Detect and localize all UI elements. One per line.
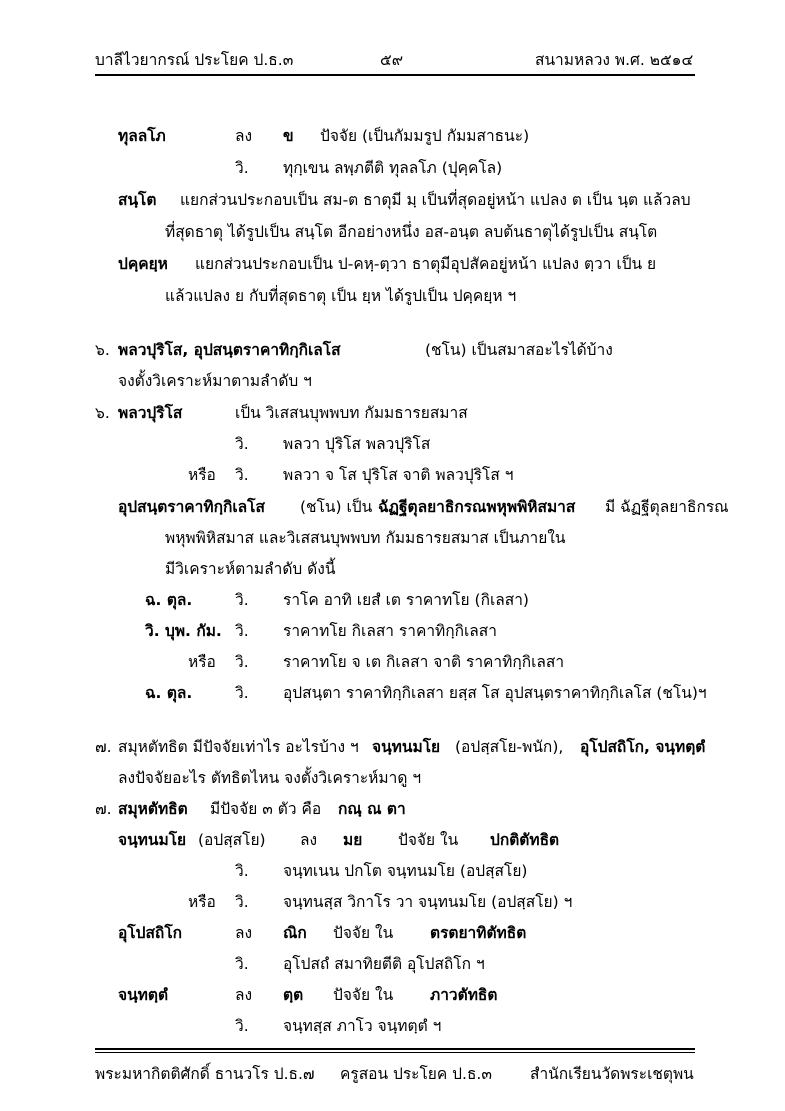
text: ทุกฺเขน ลพฺภตีติ ทุลลโภ (ปุคฺคโล) [283,159,503,177]
text: แยกส่วนประกอบเป็น ป-คหฺ-ตฺวา ธาตุมีอุปสัคอยู่หน้า แปลง ตฺวา เป็น ย [195,255,657,273]
header-rule [95,74,695,76]
text: ปัจจัย (เป็นกัมมรูป กัมมสาธนะ) [320,127,530,145]
text: ที่สุดธาตุ ได้รูปเป็น สนฺโต อีกอย่างหนึ่ง อส-อนฺต ลบต้นธาตุได้รูปเป็น สนฺโต [165,223,658,241]
text: มีวิเคราะห์ตามลำดับ ดังนี้ [165,560,336,578]
or-label: หรือ [188,893,216,911]
text: อุโปสถํ สมาทิยตีติ อุโปสถิโก ฯ [283,955,485,973]
text: พลวา ปุริโส พลวปุริโส [283,435,431,453]
text: (อปสฺสโย) [198,831,266,849]
text: อุปสนฺตา ราคาทิกฺกิเลสา ยสฺส โส อุปสนฺตราคาทิกฺกิเลโส (ชโน)ฯ [283,684,707,702]
question-text: (ชโน) เป็นสมาสอะไรได้บ้าง [425,341,613,359]
footer-right: สำนักเรียนวัดพระเชตุพน [530,1065,694,1083]
term: สนฺโต [118,191,157,209]
row-label: วิ. บุพ. กัม. [145,622,222,640]
term: จนฺทตฺตํ [118,986,169,1004]
term: พลวปุริโส [118,404,183,422]
vi-label: วิ. [235,591,249,609]
question-text: สมุหตัทธิต มีปัจจัยเท่าไร อะไรบ้าง ฯ [118,738,359,756]
text: มี ฉัฏฐีตุลยาธิกรณ [605,498,729,516]
text: ลง [235,127,253,145]
text: (ชโน) เป็น [300,498,373,516]
footer-rule-bottom [95,1052,695,1053]
page-number: ๕๙ [380,51,404,69]
vi-label: วิ. [235,684,249,702]
text: ลง [235,924,253,942]
vi-label: วิ. [235,862,249,880]
text: ปัจจัย ใน [398,831,459,849]
vi-label: วิ. [235,1017,249,1035]
footer-rule-top [95,1048,695,1050]
vi-label: วิ. [235,159,249,177]
question-bold: จนฺทนมโย [372,738,441,756]
taddhita-type: ปกติตัทธิต [490,831,560,849]
text: ราโค อาทิ เยสํ เต ราคาทโย (กิเลสา) [283,591,529,609]
suffix-list: กณฺ ณ ตา [338,800,406,818]
question-text: จงตั้งวิเคราะห์มาตามลำดับ ฯ [118,372,312,390]
text: จนฺทสฺส ภาโว จนฺทตฺตํ ฯ [283,1017,442,1035]
term: สมุหตัทธิต [118,800,188,818]
taddhita-type: ตรตยาทิตัทธิต [430,924,527,942]
vi-label: วิ. [235,435,249,453]
answer-number: ๗. [95,800,112,818]
term: จนฺทนมโย [118,831,187,849]
vi-label: วิ. [235,653,249,671]
term: ปคฺคยฺห [118,255,168,273]
header-right: สนามหลวง พ.ศ. ๒๕๑๔ [535,51,694,69]
text: ปัจจัย ใน [333,986,394,1004]
footer-left: พระมหากิตติศักดิ์ ธานวโร ป.ธ.๗ [95,1065,315,1083]
row-label: ฉ. ตุล. [145,684,193,702]
text: ราคาทโย จ เต กิเลสา จาติ ราคาทิกฺกิเลสา [283,653,565,671]
text: แล้วแปลง ย กับที่สุดธาตุ เป็น ยฺห ได้รูปเป็น ปคฺคยฺห ฯ [165,287,517,305]
vi-label: วิ. [235,466,249,484]
question-text: ลงปัจจัยอะไร ตัทธิตไหน จงตั้งวิเคราะห์มาดู ฯ [118,769,422,787]
text: ลง [300,831,318,849]
suffix: มย [343,831,363,849]
row-label: ฉ. ตุล. [145,591,193,609]
vi-label: วิ. [235,893,249,911]
text: พหุพพิหิสมาส และวิเสสนบุพพบท กัมมธารยสมาส เป็นภายใน [165,529,566,547]
vi-label: วิ. [235,955,249,973]
text: ปัจจัย ใน [333,924,394,942]
compound-type: ฉัฏฐีตุลยาธิกรณพหุพพิหิสมาส [378,498,576,516]
question-bold: พลวปุริโส, อุปสนฺตราคาทิกฺกิเลโส [118,341,341,359]
question-bold: อุโปสถิโก, จนฺทตฺตํ [580,738,706,756]
or-label: หรือ [188,653,216,671]
term: อุปสนฺตราคาทิกฺกิเลโส [118,498,265,516]
question-number: ๖. [95,341,110,359]
text: มีปัจจัย ๓ ตัว คือ [210,800,322,818]
question-number: ๗. [95,738,112,756]
vi-label: วิ. [235,622,249,640]
or-label: หรือ [188,466,216,484]
taddhita-type: ภาวตัทธิต [430,986,498,1004]
question-text: (อปสฺสโย-พนัก), [455,738,564,756]
text: จนฺทเนน ปกโต จนฺทนมโย (อปสฺสโย) [283,862,528,880]
term: ทุลลโภ [118,127,166,145]
text: ราคาทโย กิเลสา ราคาทิกฺกิเลสา [283,622,497,640]
suffix: ณิก [283,924,307,942]
text: จนฺทนสฺส วิกาโร วา จนฺทนมโย (อปสฺสโย) ฯ [283,893,573,911]
footer-center: ครูสอน ประโยค ป.ธ.๓ [340,1065,492,1083]
text: ลง [235,986,253,1004]
text: เป็น วิเสสนบุพพบท กัมมธารยสมาส [235,404,468,422]
suffix: ตฺต [283,986,304,1004]
term: อุโปสถิโก [118,924,183,942]
text: พลวา จ โส ปุริโส จาติ พลวปุริโส ฯ [283,466,514,484]
suffix: ข [283,127,294,145]
text: แยกส่วนประกอบเป็น สม-ต ธาตุมี มฺ เป็นที่สุดอยู่หน้า แปลง ต เป็น นฺต แล้วลบ [180,191,691,209]
header-left: บาลีไวยากรณ์ ประโยค ป.ธ.๓ [95,51,294,69]
answer-number: ๖. [95,404,110,422]
